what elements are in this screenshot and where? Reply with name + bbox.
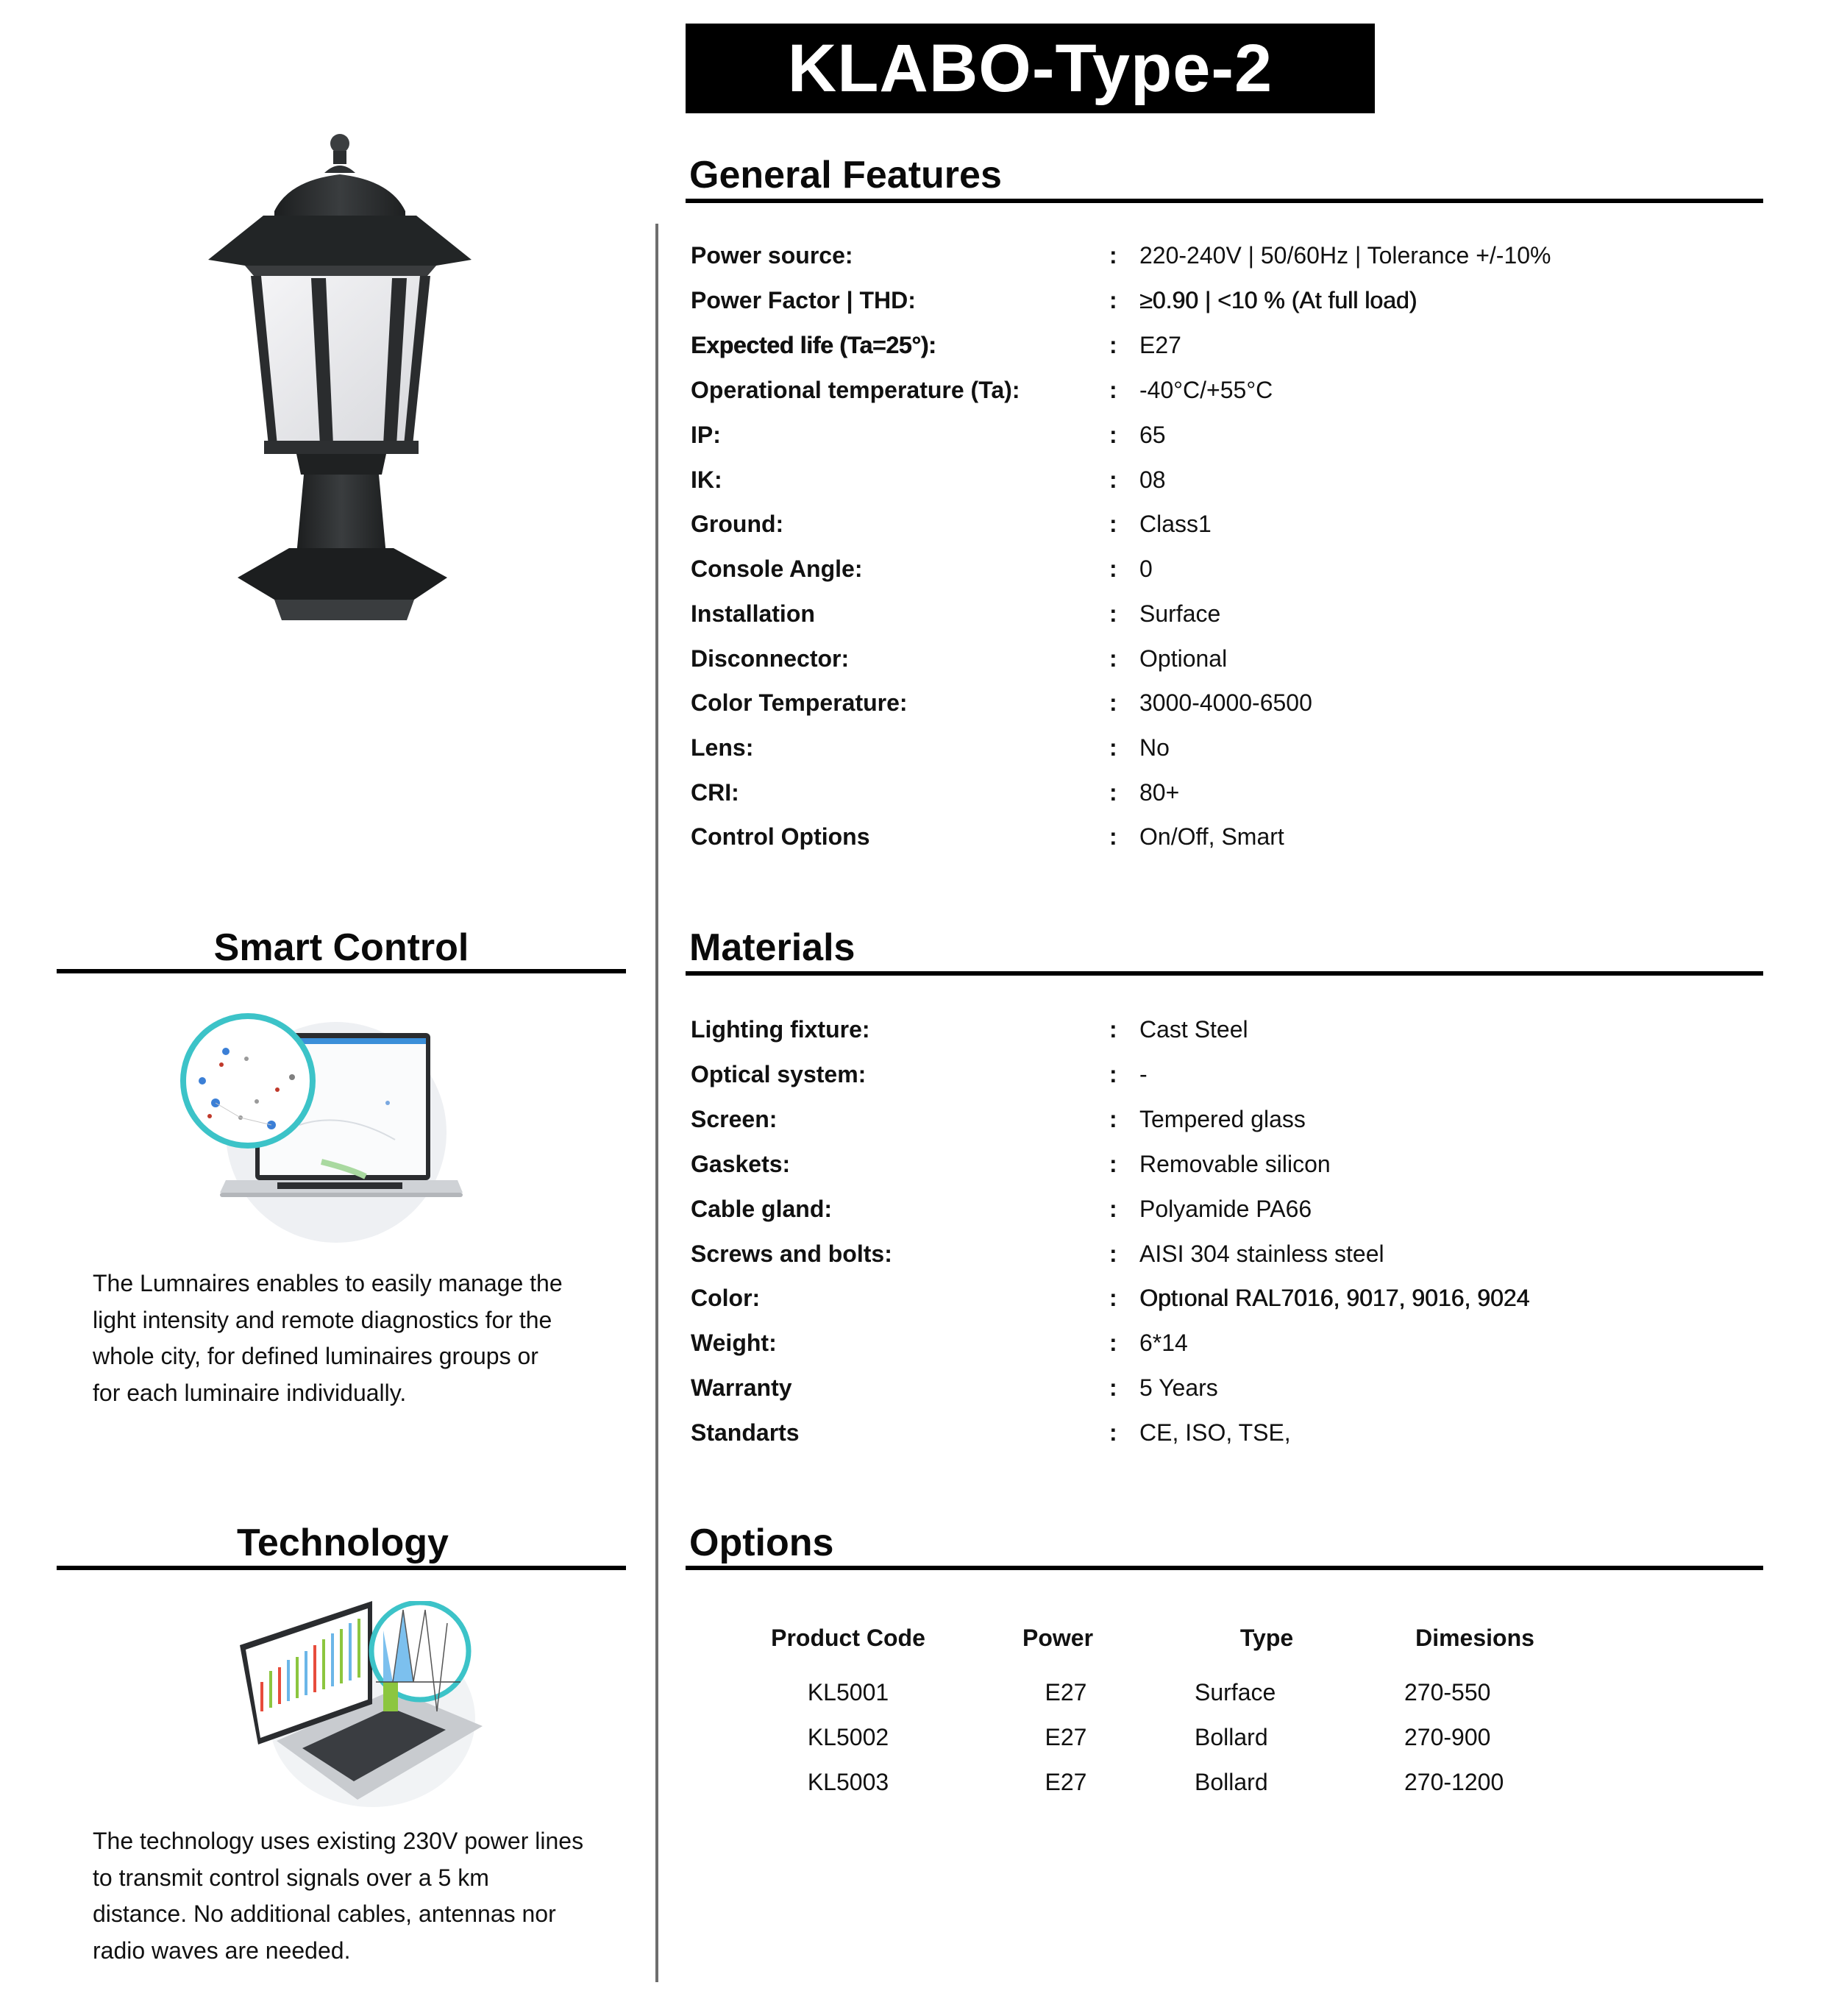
smart-control-line: whole city, for defined luminaires groups or [93,1343,538,1369]
column-header-dimensions: Dimesions [1415,1625,1534,1651]
spec-label: Color Temperature: [691,689,908,716]
smart-control-rule [57,969,626,973]
spec-label: Lens: [691,734,754,761]
spec-separator: : [1109,1061,1117,1087]
spec-value: Tempered glass [1139,1106,1306,1132]
spec-value: Surface [1139,600,1221,627]
spec-row-color [691,1282,1750,1314]
spec-separator: : [1109,466,1117,493]
technology-line: The technology uses existing 230V power lines [93,1828,584,1854]
spec-row-power-factor [691,284,1750,316]
column-header-type: Type [1239,1625,1294,1651]
spec-value: Optional [1139,645,1228,672]
lantern-lamp-icon [193,129,482,623]
technology-rule [57,1566,626,1570]
spec-label: Optical system: [691,1061,867,1087]
spec-row-ground [691,508,1750,540]
spec-separator: : [1109,1241,1117,1267]
spec-separator: : [1109,645,1117,672]
smart-control-image [174,1007,469,1247]
spec-label: Weight: [691,1330,777,1356]
product-title-banner [686,24,1375,113]
spec-value: Class1 [1139,511,1212,537]
spec-label: Installation [691,600,815,627]
spec-value: AISI 304 stainless steel [1139,1241,1384,1267]
spec-separator: : [1109,511,1117,537]
spec-separator: : [1109,689,1117,716]
cell-dimensions: 270-550 [1404,1679,1491,1706]
cell-power: E27 [1045,1769,1087,1795]
cell-product-code: KL5003 [807,1769,889,1795]
general-features-heading: General Features [689,154,1002,196]
spec-label: IP: [691,422,721,448]
spec-separator: : [1109,734,1117,761]
spec-value: Removable silicon [1139,1151,1331,1177]
spec-separator: : [1109,1016,1117,1043]
spec-separator: : [1109,1285,1117,1311]
spec-row-screen [691,1103,1750,1135]
materials-rule [686,971,1763,976]
spec-separator: : [1109,422,1117,448]
spec-value: 65 [1139,422,1166,448]
spec-label: IK: [691,466,722,493]
spec-label: Color: [691,1285,761,1311]
technology-heading: Technology [237,1522,449,1564]
spec-row-optical-system [691,1058,1750,1090]
technology-line: distance. No additional cables, antennas nor [93,1900,556,1927]
spec-value: No [1139,734,1170,761]
options-heading: Options [689,1522,834,1564]
spec-label: Warranty [691,1374,792,1401]
spec-label: Lighting fixture: [691,1016,870,1043]
options-rule [686,1566,1763,1570]
spec-value: Polyamide PA66 [1139,1196,1312,1222]
spec-separator: : [1109,287,1117,313]
spec-row-installation [691,597,1750,630]
spec-separator: : [1109,377,1117,403]
technology-image [232,1601,487,1809]
spec-value: On/Off, Smart [1139,823,1284,850]
cell-type: Bollard [1195,1724,1268,1750]
spec-value: -40°C/+55°C [1139,377,1273,403]
column-header-power: Power [1022,1625,1094,1651]
spec-label: Control Options [691,823,870,850]
spec-value: 220-240V | 50/60Hz | Tolerance +/-10% [1139,242,1551,269]
cell-type: Bollard [1195,1769,1268,1795]
spec-label: Gaskets: [691,1151,791,1177]
spec-row-disconnector [691,642,1750,675]
spec-value: Optıonal RAL7016, 9017, 9016, 9024 [1139,1285,1530,1311]
spec-separator: : [1109,1330,1117,1356]
spec-row-console-angle [691,553,1750,585]
spec-value: Cast Steel [1139,1016,1248,1043]
technology-description [93,1823,622,1969]
spec-row-screws-and-bolts [691,1238,1750,1270]
cell-power: E27 [1045,1724,1087,1750]
smart-control-description [93,1266,622,1411]
spec-separator: : [1109,332,1117,358]
smart-control-line: light intensity and remote diagnostics for the [93,1306,552,1333]
spec-separator: : [1109,1419,1117,1446]
spec-label: Standarts [691,1419,800,1446]
spec-separator: : [1109,1196,1117,1222]
column-header-product-code: Product Code [771,1625,925,1651]
spec-value: 3000-4000-6500 [1139,689,1312,716]
spec-row-cri [691,776,1750,809]
cell-product-code: KL5001 [807,1679,889,1706]
laptop-signal-chart-icon [232,1601,487,1809]
product-title: KLABO-Type-2 [787,31,1273,106]
laptop-map-icon [174,1007,469,1247]
spec-label: Console Angle: [691,556,863,582]
spec-row-warranty [691,1371,1750,1404]
spec-label: Screen: [691,1106,778,1132]
spec-row-lens [691,731,1750,764]
spec-row-cable-gland [691,1193,1750,1225]
spec-value: E27 [1139,332,1181,358]
spec-label: Screws and bolts: [691,1241,892,1267]
smart-control-heading: Smart Control [213,926,469,969]
smart-control-line: The Lumnaires enables to easily manage the [93,1270,563,1296]
spec-value: 80+ [1139,779,1180,806]
spec-label: Operational temperature (Ta): [691,377,1020,403]
spec-label: Disconnector: [691,645,850,672]
column-divider [655,224,658,1982]
spec-label: Ground: [691,511,784,537]
spec-row-operational-temperature [691,374,1750,406]
cell-type: Surface [1195,1679,1276,1706]
smart-control-line: for each luminaire individually. [93,1379,407,1406]
materials-heading: Materials [689,926,855,969]
spec-label: Power Factor | THD: [691,287,916,313]
spec-row-standards [691,1416,1750,1449]
spec-value: 6*14 [1139,1330,1188,1356]
general-features-rule [686,199,1763,203]
spec-row-ip [691,419,1750,451]
cell-dimensions: 270-1200 [1404,1769,1504,1795]
spec-value: CE, ISO, TSE, [1139,1419,1291,1446]
spec-label: Power source: [691,242,853,269]
spec-row-lighting-fixture [691,1013,1750,1046]
spec-row-power-source [691,239,1750,271]
spec-separator: : [1109,779,1117,806]
spec-label: CRI: [691,779,739,806]
cell-dimensions: 270-900 [1404,1724,1491,1750]
spec-separator: : [1109,823,1117,850]
spec-value: 08 [1139,466,1166,493]
spec-row-weight [691,1327,1750,1359]
spec-row-gaskets [691,1148,1750,1180]
spec-separator: : [1109,1374,1117,1401]
spec-value: 0 [1139,556,1153,582]
spec-separator: : [1109,556,1117,582]
spec-value: ≥0.90 | <10 % (At full load) [1139,287,1417,313]
spec-separator: : [1109,242,1117,269]
spec-value: - [1139,1061,1148,1087]
spec-row-ik [691,464,1750,496]
technology-line: to transmit control signals over a 5 km [93,1864,489,1891]
spec-row-expected-life [691,329,1750,361]
spec-separator: : [1109,1151,1117,1177]
spec-row-color-temperature [691,686,1750,719]
spec-value: 5 Years [1139,1374,1218,1401]
product-lamp-image [193,129,482,623]
cell-power: E27 [1045,1679,1087,1706]
spec-separator: : [1109,1106,1117,1132]
spec-row-control-options [691,820,1750,853]
spec-label: Expected life (Ta=25°): [691,332,936,358]
spec-label: Cable gland: [691,1196,833,1222]
technology-line: radio waves are needed. [93,1937,351,1964]
cell-product-code: KL5002 [807,1724,889,1750]
spec-separator: : [1109,600,1117,627]
